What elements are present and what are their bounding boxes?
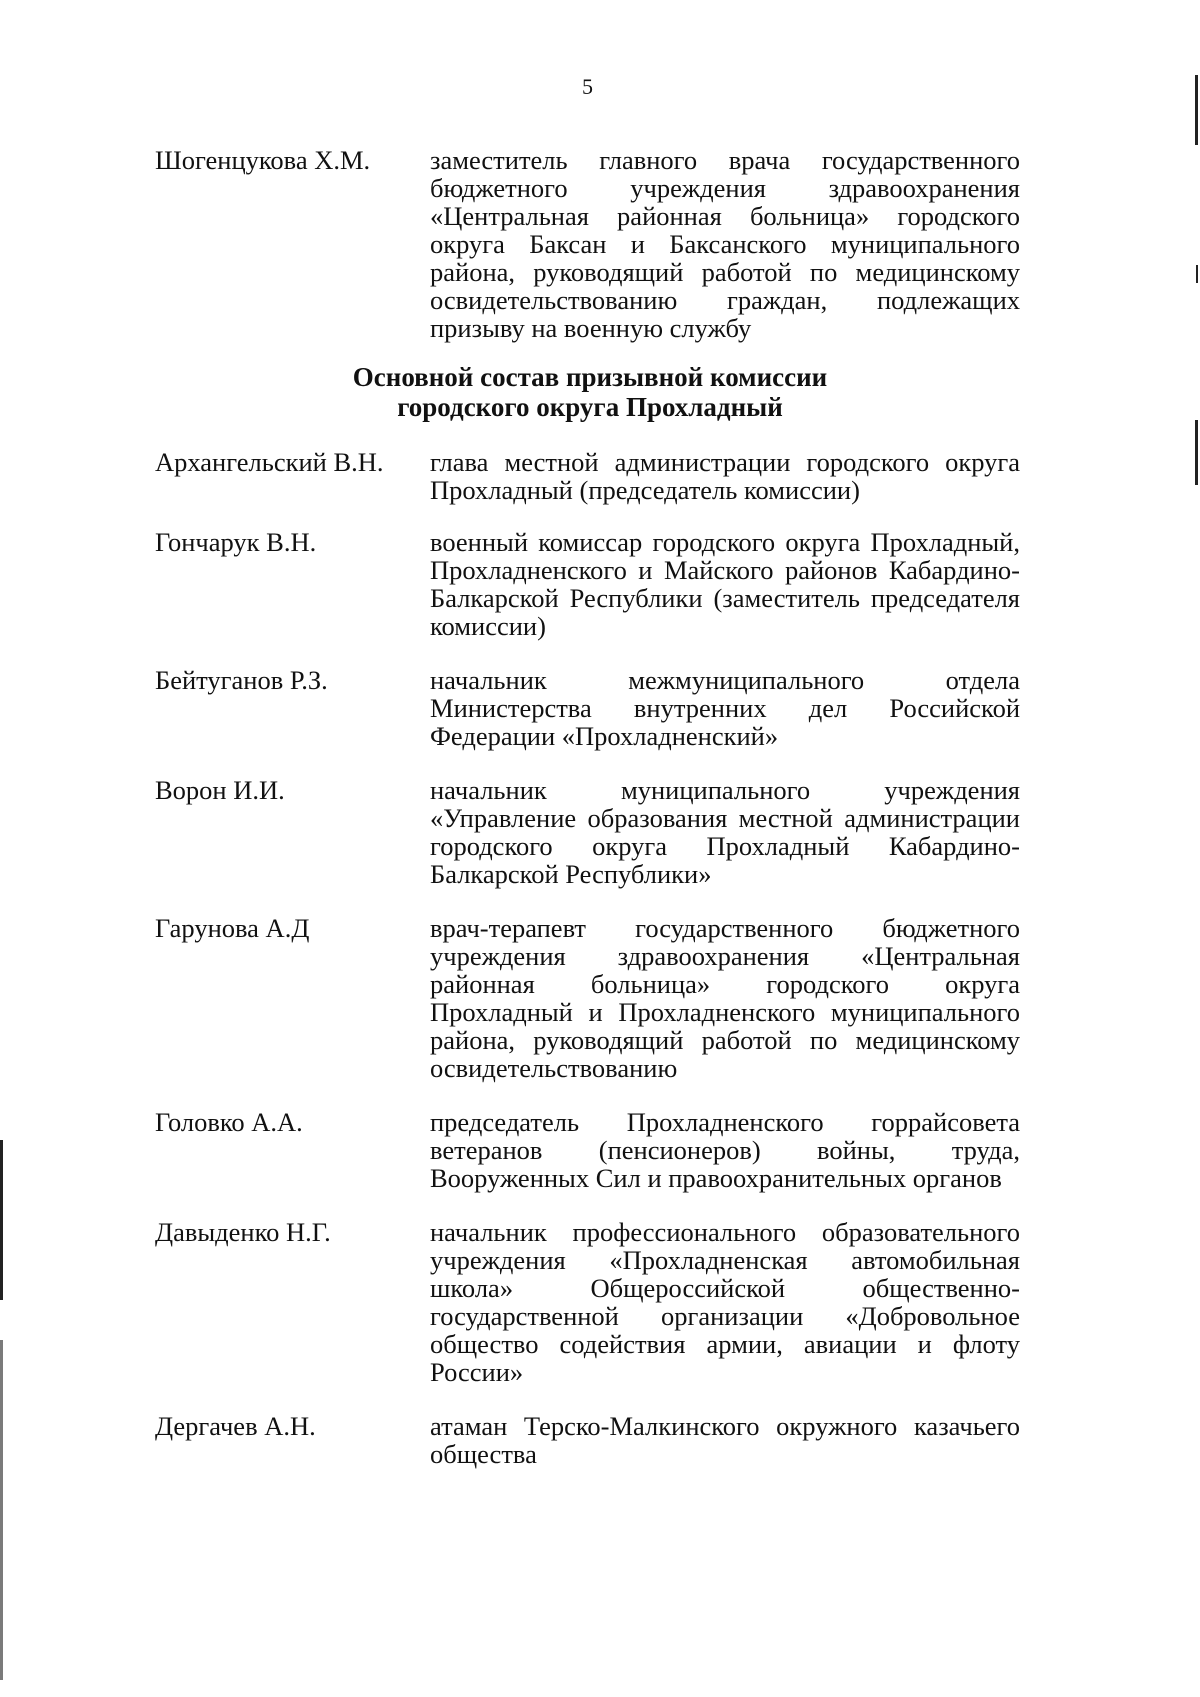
member-entry xyxy=(155,914,1025,1082)
member-entry xyxy=(155,776,1025,888)
member-description: начальник муниципального учреждения «Управление образования местной администрации городского округа Прохладный Кабардино-Балкарской Республики» xyxy=(430,775,1020,889)
member-name: Гарунова А.Д xyxy=(155,913,310,943)
page-number: 5 xyxy=(582,74,593,99)
member-entry xyxy=(155,666,1025,750)
section-title-line1: Основной состав призывной комиссии xyxy=(352,362,828,392)
member-entry xyxy=(155,1412,1025,1468)
member-description: начальник межмуниципального отдела Министерства внутренних дел Российской Федерации «Прохладненский» xyxy=(430,665,1020,751)
member-description: врач-терапевт государственного бюджетного учреждения здравоохранения «Центральная районная больница» городского округа Прохладный и Прохладненского муниципального района, руководящий работой по медицинскому освидетельствованию xyxy=(430,913,1020,1083)
member-name: Бейтуганов Р.З. xyxy=(155,665,328,695)
member-entry xyxy=(155,146,1025,342)
member-description: атаман Терско-Малкинского окружного казачьего общества xyxy=(430,1411,1020,1469)
scan-edge-mark xyxy=(0,1340,3,1680)
member-entry xyxy=(155,1218,1025,1386)
member-name: Архангельский В.Н. xyxy=(155,447,384,477)
member-name: Гончарук В.Н. xyxy=(155,527,317,557)
scan-edge-mark xyxy=(1196,265,1198,283)
section-heading xyxy=(155,362,1025,422)
scan-edge-mark xyxy=(1195,75,1198,145)
member-description: заместитель главного врача государственного бюджетного учреждения здравоохранения «Центральная районная больница» городского округа Баксан и Баксанского муниципального района, руководящий работой по медицинскому освидетельствованию граждан, подлежащих призыву на военную службу xyxy=(430,145,1020,343)
member-name: Шогенцукова Х.М. xyxy=(155,145,371,175)
scan-edge-mark xyxy=(0,1140,3,1300)
document-body xyxy=(155,146,1025,1468)
member-name: Давыденко Н.Г. xyxy=(155,1217,331,1247)
member-entry xyxy=(155,448,1025,504)
member-description: глава местной администрации городского округа Прохладный (председатель комиссии) xyxy=(430,447,1020,505)
member-entry xyxy=(155,528,1025,640)
scan-edge-mark xyxy=(1195,420,1198,485)
member-name: Дергачев А.Н. xyxy=(155,1411,316,1441)
member-description: председатель Прохладненского горрайсовета ветеранов (пенсионеров) войны, труда, Вооруженных Сил и правоохранительных органов xyxy=(430,1107,1020,1193)
member-name: Ворон И.И. xyxy=(155,775,285,805)
member-name: Головко А.А. xyxy=(155,1107,303,1137)
section-title-line2: городского округа Прохладный xyxy=(397,392,783,422)
member-description: начальник профессионального образовательного учреждения «Прохладненская автомобильная школа» Общероссийской общественно-государственной организации «Добровольное общество содействия армии, авиации и флоту России» xyxy=(430,1217,1020,1387)
member-description: военный комиссар городского округа Прохладный, Прохладненского и Майского районов Кабардино-Балкарской Республики (заместитель председателя комиссии) xyxy=(430,527,1020,641)
member-entry xyxy=(155,1108,1025,1192)
